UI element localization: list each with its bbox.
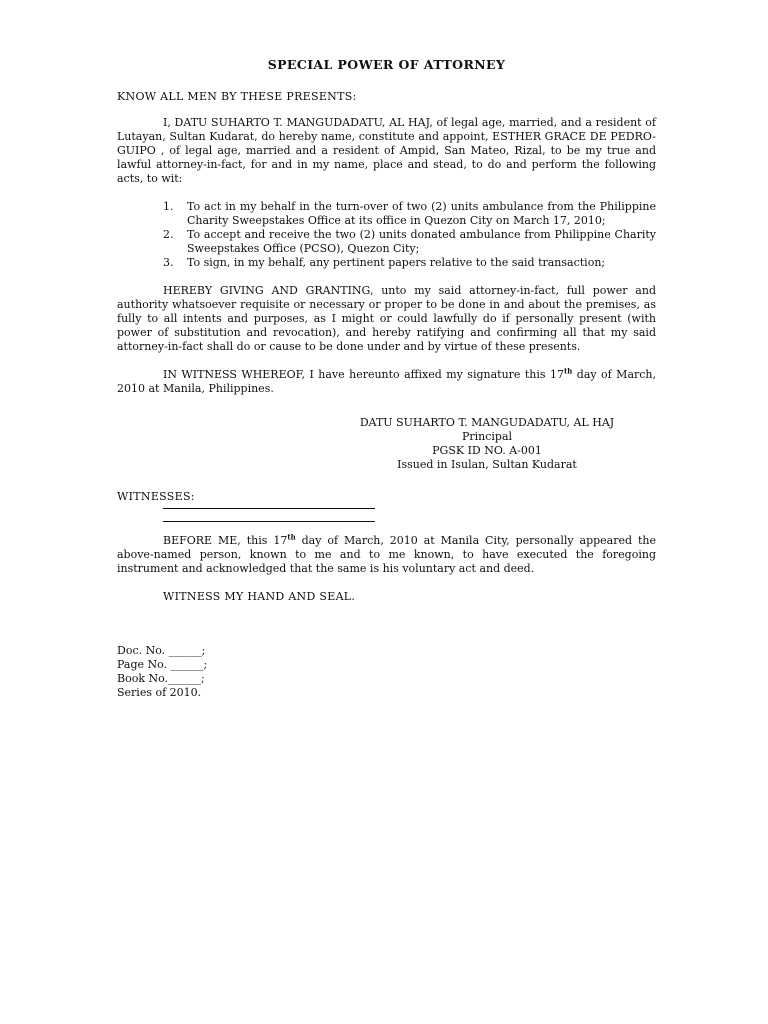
witness-whereof-text: IN WITNESS WHEREOF, I have hereunto affixed my signature this 17 — [163, 368, 564, 381]
principal-id: PGSK ID NO. A-001 — [432, 444, 542, 457]
principal-name: DATU SUHARTO T. MANGUDADATU, AL HAJ — [359, 416, 615, 429]
granting-paragraph: HEREBY GIVING AND GRANTING, unto my said attorney-in-fact, full power and authority whatsoever requisite or necessary or proper to be done in and about the premises, as fully to all intents and purposes, as I might or could lawfully do if personally present (with power of substitution and revocation), and hereby ratifying and confirming all that my said attorney-in-fact shall do or cause to be done under and by virtue of these presents. — [117, 284, 656, 353]
series-year: Series of 2010. — [117, 686, 202, 699]
principal-id-issued: Issued in Isulan, Sultan Kudarat — [397, 458, 577, 471]
list-item-text: To act in my behalf in the turn-over of two (2) units ambulance from the Philippine Charity Sweepstakes Office at its office in Quezon City on March 17, 2010; — [187, 200, 656, 227]
principal-role: Principal — [461, 430, 513, 443]
ordinal-suffix: th — [564, 366, 573, 376]
list-item-number: 2. — [163, 228, 174, 241]
list-item — [117, 256, 656, 270]
witness-signature-line — [163, 508, 375, 509]
acknowledgment-paragraph — [117, 534, 656, 576]
list-item-number: 1. — [163, 200, 174, 213]
witnesses-label: WITNESSES: — [117, 490, 195, 503]
principal-signature-block — [317, 416, 657, 472]
list-item-text: To accept and receive the two (2) units donated ambulance from Philippine Charity Sweepstakes Office (PCSO), Quezon City; — [187, 228, 656, 255]
page-number: Page No. ______; — [117, 658, 208, 671]
doc-number: Doc. No. ______; — [117, 644, 206, 657]
acts-list — [117, 200, 656, 270]
document-title: SPECIAL POWER OF ATTORNEY — [267, 57, 506, 72]
witness-signature-line — [163, 521, 375, 522]
list-item — [117, 200, 656, 228]
list-item-text: To sign, in my behalf, any pertinent papers relative to the said transaction; — [187, 256, 606, 269]
list-item-number: 3. — [163, 256, 174, 269]
acknowledgment-text: BEFORE ME, this 17 — [163, 534, 288, 547]
intro-paragraph: I, DATU SUHARTO T. MANGUDADATU, AL HAJ, of legal age, married, and a resident of Lutayan, Sultan Kudarat, do hereby name, constitute and appoint, ESTHER GRACE DE PEDRO-GUIPO , of legal age, married and a resident of Ampid, San Mateo, Rizal, to be my true and lawful attorney-in-fact, for and in my name, place and stead, to do and perform the following acts, to wit: — [117, 116, 656, 185]
list-item — [117, 228, 656, 256]
document-body — [117, 58, 656, 700]
witness-whereof-text-end: day of March, 2010 at Manila, Philippines. — [117, 368, 656, 395]
seal-line: WITNESS MY HAND AND SEAL. — [163, 590, 356, 603]
ordinal-suffix: th — [287, 532, 296, 542]
lead-line: KNOW ALL MEN BY THESE PRESENTS: — [117, 90, 357, 103]
book-number: Book No.______; — [117, 672, 205, 685]
witness-whereof-paragraph — [117, 368, 656, 396]
acknowledgment-text-end: day of March, 2010 at Manila City, personally appeared the above-named person, known to me and to me known, to have executed the foregoing instrument and acknowledged that the same is his voluntary act and deed. — [117, 534, 656, 575]
notarial-register-info — [117, 644, 656, 700]
